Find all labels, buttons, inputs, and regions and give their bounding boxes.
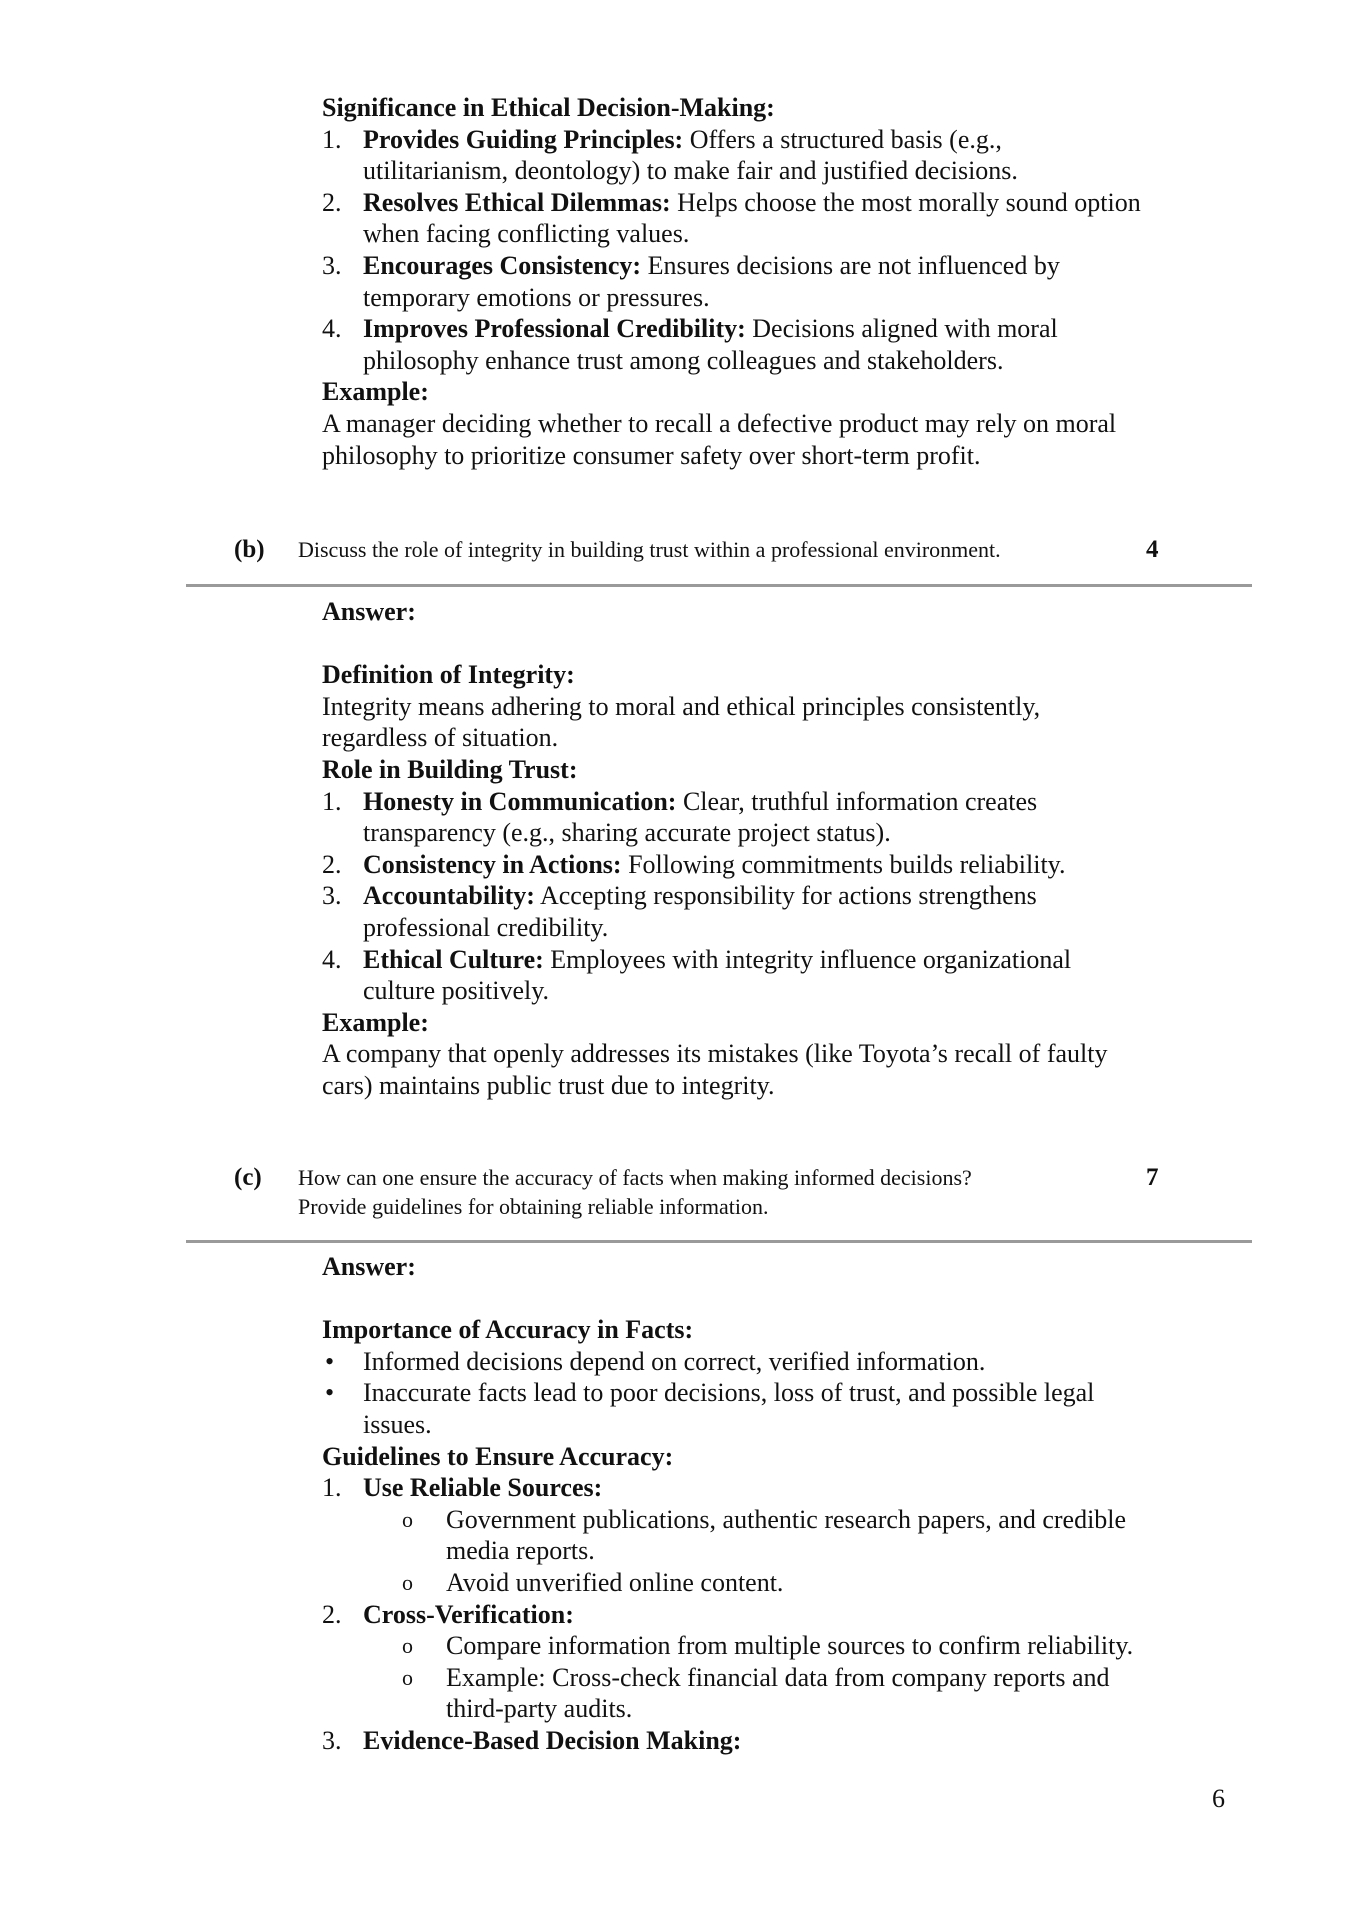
importance-heading: Importance of Accuracy in Facts: [322,1315,694,1345]
list-term: Provides Guiding Principles: [363,124,684,154]
bullet-marker: • [325,1378,335,1408]
section-divider [186,1240,1252,1243]
page-number: 6 [1212,1784,1225,1813]
list-number: 4. [322,314,342,344]
list-text: Clear, truthful information creates transparency (e.g., sharing accurate project status). [363,786,1038,848]
list-number: 1. [322,786,342,816]
list-text: Following commitments builds reliability. [621,849,1066,879]
question-label: (c) [234,1164,262,1191]
answer-heading: Answer: [322,1252,416,1281]
question-marks: 7 [1146,1164,1159,1191]
bullet-text: Inaccurate facts lead to poor decisions, loss of trust, and possible legal issues. [363,1378,1095,1439]
guideline-item [322,1725,1142,1757]
role-heading: Role in Building Trust: [322,754,578,784]
list-item [322,880,1142,943]
guidelines-heading: Guidelines to Ensure Accuracy: [322,1441,674,1471]
list-text: Helps choose the most morally sound option when facing conflicting values. [363,187,1141,249]
guideline-item [322,1599,1142,1631]
list-term: Accountability: [363,881,535,911]
answer-heading: Answer: [322,597,416,626]
definition-heading: Definition of Integrity: [322,660,575,690]
question-label: (b) [234,536,265,563]
guideline-item [322,1472,1142,1504]
list-text: Decisions aligned with moral philosophy enhance trust among colleagues and stakeholders. [363,314,1058,375]
list-item [322,313,1142,376]
list-term: Consistency in Actions: [363,849,622,879]
sub-text: Compare information from multiple sources to confirm reliability. [446,1631,1134,1661]
section-a-continued [322,92,1142,471]
list-item [322,944,1142,1007]
list-number: 3. [322,1725,342,1755]
question-text: Discuss the role of integrity in building trust within a professional environment. [298,537,1001,562]
significance-heading: Significance in Ethical Decision-Making: [322,93,775,122]
section-divider [186,584,1252,587]
sub-item [402,1504,1142,1567]
list-number: 1. [322,1473,342,1503]
list-item [322,786,1142,849]
question-marks: 4 [1146,536,1159,563]
answer-c [322,1251,1142,1757]
guideline-term: Use Reliable Sources: [363,1473,603,1503]
list-number: 3. [322,881,342,911]
sub-text: Avoid unverified online content. [446,1567,784,1597]
sub-marker: o [402,1506,413,1532]
list-number: 3. [322,250,342,280]
sub-marker: o [402,1664,413,1690]
list-term: Encourages Consistency: [363,250,642,280]
bullet-text: Informed decisions depend on correct, verified information. [363,1346,986,1376]
sub-text: Example: Cross-check financial data from company reports and third-party audits. [446,1662,1110,1724]
guideline-term: Cross-Verification: [363,1599,574,1629]
list-term: Resolves Ethical Dilemmas: [363,187,671,217]
sub-item [402,1567,1142,1599]
list-number: 1. [322,124,342,154]
question-text [298,1163,1078,1221]
sub-marker: o [402,1569,413,1595]
example-text: A company that openly addresses its mistakes (like Toyota’s recall of faulty cars) maintains public trust due to integrity. [322,1039,1108,1100]
list-term: Improves Professional Credibility: [363,314,746,344]
guideline-term: Evidence-Based Decision Making: [363,1725,742,1755]
question-text-line: How can one ensure the accuracy of facts when making informed decisions? [298,1165,972,1190]
bullet-item [322,1346,1142,1378]
list-text: Accepting responsibility for actions strengthens professional credibility. [363,881,1037,942]
sub-marker: o [402,1633,413,1659]
bullet-item [322,1377,1142,1440]
definition-text: Integrity means adhering to moral and ethical principles consistently, regardless of situation. [322,691,1041,753]
bullet-marker: • [325,1346,335,1376]
sub-text: Government publications, authentic research papers, and credible media reports. [446,1504,1127,1566]
sub-item [402,1630,1142,1662]
sub-item [402,1662,1142,1725]
list-item [322,849,1142,881]
list-text: Employees with integrity influence organizational culture positively. [363,944,1072,1006]
list-text: Offers a structured basis (e.g., utilitarianism, deontology) to make fair and justified decisions. [363,124,1018,186]
list-number: 2. [322,1599,342,1629]
list-number: 2. [322,849,342,879]
question-text-line: Provide guidelines for obtaining reliable information. [298,1194,769,1219]
example-heading: Example: [322,377,429,407]
example-text: A manager deciding whether to recall a defective product may rely on moral philosophy to prioritize consumer safety over short-term profit. [322,408,1117,470]
list-term: Honesty in Communication: [363,786,677,816]
list-text: Ensures decisions are not influenced by temporary emotions or pressures. [363,250,1060,312]
list-item [322,124,1142,187]
list-number: 2. [322,187,342,217]
list-item [322,250,1142,313]
list-term: Ethical Culture: [363,944,544,974]
list-item [322,187,1142,250]
example-heading: Example: [322,1007,429,1037]
list-number: 4. [322,944,342,974]
answer-b [322,596,1142,1102]
